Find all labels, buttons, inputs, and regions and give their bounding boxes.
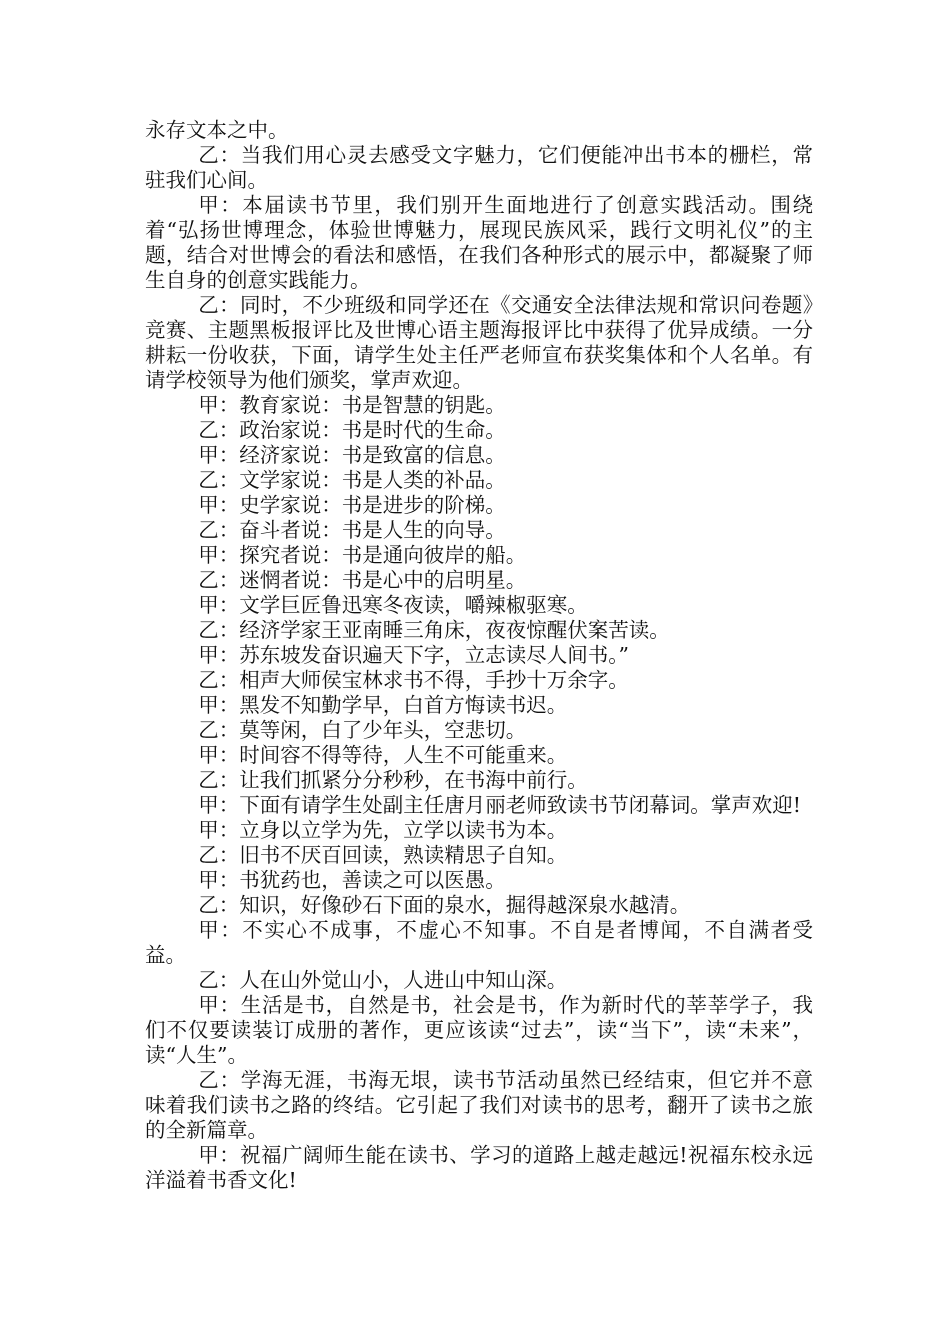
paragraph: 乙：人在山外觉山小，人进山中知山深。 <box>198 968 568 992</box>
paragraph: 甲：史学家说：书是进步的阶梯。 <box>198 493 506 517</box>
paragraph: 甲：经济家说：书是致富的信息。 <box>198 443 506 467</box>
paragraph: 乙：学海无涯，书海无垠，读书节活动虽然已经结束，但它并不意味着我们读书之路的终结。它引起了我们对读书的思考，翻开了读书之旅的全新篇章。 <box>145 1068 813 1142</box>
paragraph: 乙：同时，不少班级和同学还在《交通安全法律法规和常识问卷题》竞赛、主题黑板报评比及世博心语主题海报评比中获得了优异成绩。一分耕耘一份收获，下面，请学生处主任严老师宣布获奖集体和个人名单。有请学校领导为他们颁奖，掌声欢迎。 <box>145 293 813 392</box>
paragraph: 甲：苏东坡发奋识遍天下字，立志读尽人间书。” <box>198 643 630 667</box>
paragraph: 甲：教育家说：书是智慧的钥匙。 <box>198 393 506 417</box>
paragraph: 乙：经济学家王亚南睡三角床，夜夜惊醒伏案苦读。 <box>198 618 670 642</box>
paragraph: 乙：奋斗者说：书是人生的向导。 <box>198 518 506 542</box>
paragraph: 甲：立身以立学为先，立学以读书为本。 <box>198 818 568 842</box>
paragraph: 乙：莫等闲，白了少年头，空悲切。 <box>198 718 527 742</box>
paragraph-continuation: 永存文本之中。 <box>145 118 289 142</box>
paragraph: 甲：黑发不知勤学早，白首方悔读书迟。 <box>198 693 568 717</box>
paragraph: 乙：旧书不厌百回读，熟读精思子自知。 <box>198 843 568 867</box>
paragraph: 甲：生活是书，自然是书，社会是书，作为新时代的莘莘学子，我们不仅要读装订成册的著作，更应该读“过去”，读“当下”，读“未来”，读“人生”。 <box>145 993 813 1067</box>
paragraph: 甲：本届读书节里，我们别开生面地进行了创意实践活动。围绕着“弘扬世博理念，体验世博魅力，展现民族风采，践行文明礼仪”的主题，结合对世博会的看法和感悟，在我们各种形式的展示中，都凝聚了师生自身的创意实践能力。 <box>145 193 813 292</box>
paragraph: 乙：当我们用心灵去感受文字魅力，它们便能冲出书本的栅栏，常驻我们心间。 <box>145 143 813 192</box>
paragraph: 乙：相声大师侯宝林求书不得，手抄十万余字。 <box>198 668 629 692</box>
paragraph: 乙：知识，好像砂石下面的泉水，掘得越深泉水越清。 <box>198 893 691 917</box>
paragraph: 甲：祝福广阔师生能在读书、学习的道路上越走越远!祝福东校永远洋溢着书香文化! <box>145 1143 813 1192</box>
paragraph: 甲：文学巨匠鲁迅寒冬夜读，嚼辣椒驱寒。 <box>198 593 588 617</box>
document-body <box>145 118 813 1193</box>
paragraph: 乙：政治家说：书是时代的生命。 <box>198 418 506 442</box>
paragraph: 甲：不实心不成事，不虚心不知事。不自是者博闻，不自满者受益。 <box>145 918 813 967</box>
paragraph: 甲：书犹药也，善读之可以医愚。 <box>198 868 506 892</box>
paragraph: 甲：时间容不得等待，人生不可能重来。 <box>198 743 568 767</box>
paragraph: 乙：让我们抓紧分分秒秒，在书海中前行。 <box>198 768 588 792</box>
paragraph: 乙：迷惘者说：书是心中的启明星。 <box>198 568 527 592</box>
paragraph: 甲：探究者说：书是通向彼岸的船。 <box>198 543 527 567</box>
paragraph: 甲：下面有请学生处副主任唐月丽老师致读书节闭幕词。掌声欢迎! <box>198 793 802 817</box>
paragraph: 乙：文学家说：书是人类的补品。 <box>198 468 506 492</box>
